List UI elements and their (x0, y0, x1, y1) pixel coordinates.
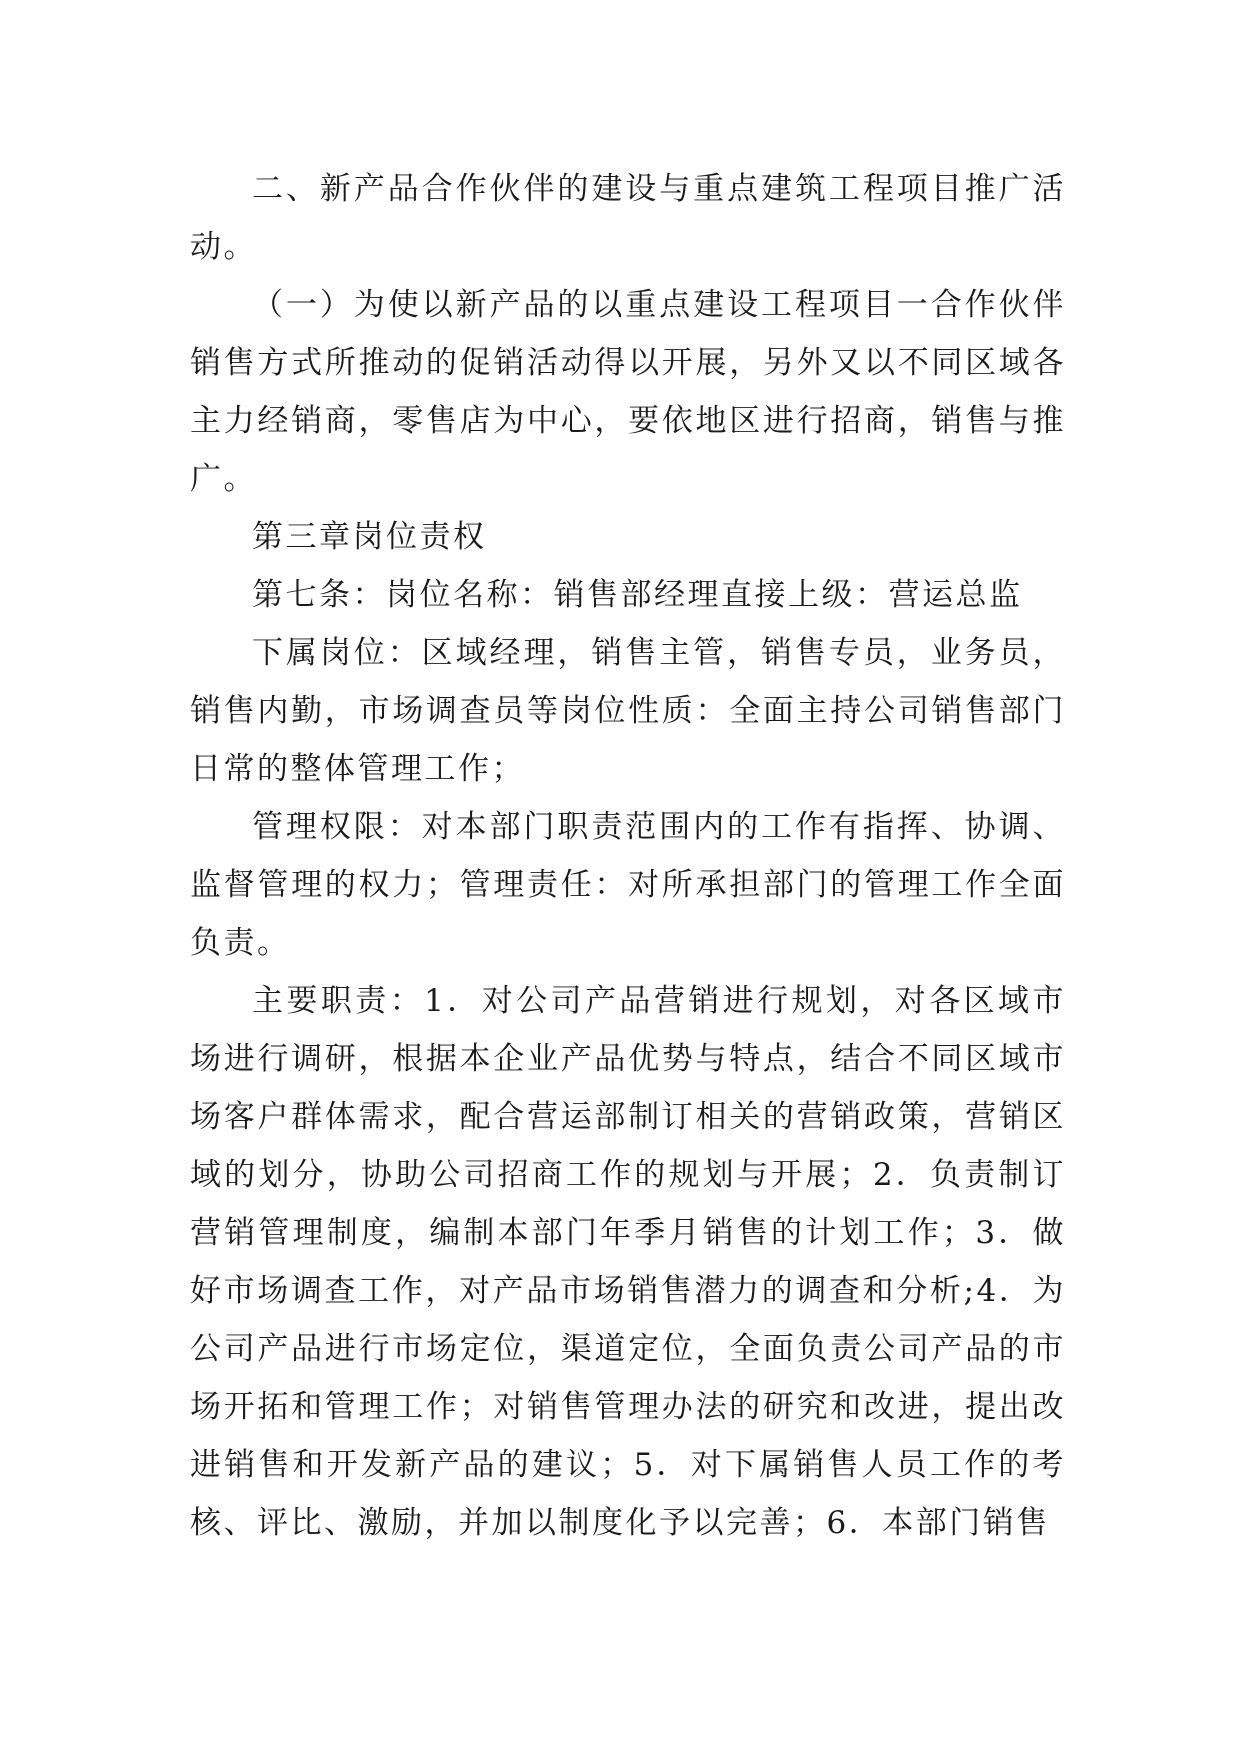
chapter-heading: 第三章岗位责权 (252, 519, 487, 555)
paragraph-article-seven: 第七条：岗位名称：销售部经理直接上级：营运总监 (252, 577, 1023, 613)
paragraph-section-two: 二、新产品合作伙伴的建设与重点建筑工程项目推广活动。 (190, 171, 1066, 265)
paragraph-main-duties: 主要职责：1．对公司产品营销进行规划，对各区域市场进行调研，根据本企业产品优势与特点，结合不同区域市场客户群体需求，配合营运部制订相关的营销政策，营销区域的划分，协助公司招商工作的规划与开展；2．负责制订营销管理制度，编制本部门年季月销售的计划工作；3．做好市场调查工作，对产品市场销售潜力的调查和分析;4．为公司产品进行市场定位，渠道定位，全面负责公司产品的市场开拓和管理工作；对销售管理办法的研究和改进，提出改进销售和开发新产品的建议；5．对下属销售人员工作的考核、评比、激励，并加以制度化予以完善；6．本部门销售 (190, 983, 1066, 1541)
paragraph-subordinate-positions: 下属岗位：区域经理，销售主管，销售专员，业务员，销售内勤，市场调查员等岗位性质：全面主持公司销售部门日常的整体管理工作； (190, 635, 1066, 787)
paragraph-management-authority: 管理权限：对本部门职责范围内的工作有指挥、协调、监督管理的权力；管理责任：对所承担部门的管理工作全面负责。 (190, 809, 1066, 961)
document-body (190, 160, 1066, 1552)
paragraph-item-one: （一）为使以新产品的以重点建设工程项目一合作伙伴销售方式所推动的促销活动得以开展，另外又以不同区域各主力经销商，零售店为中心，要依地区进行招商，销售与推广。 (190, 287, 1066, 497)
